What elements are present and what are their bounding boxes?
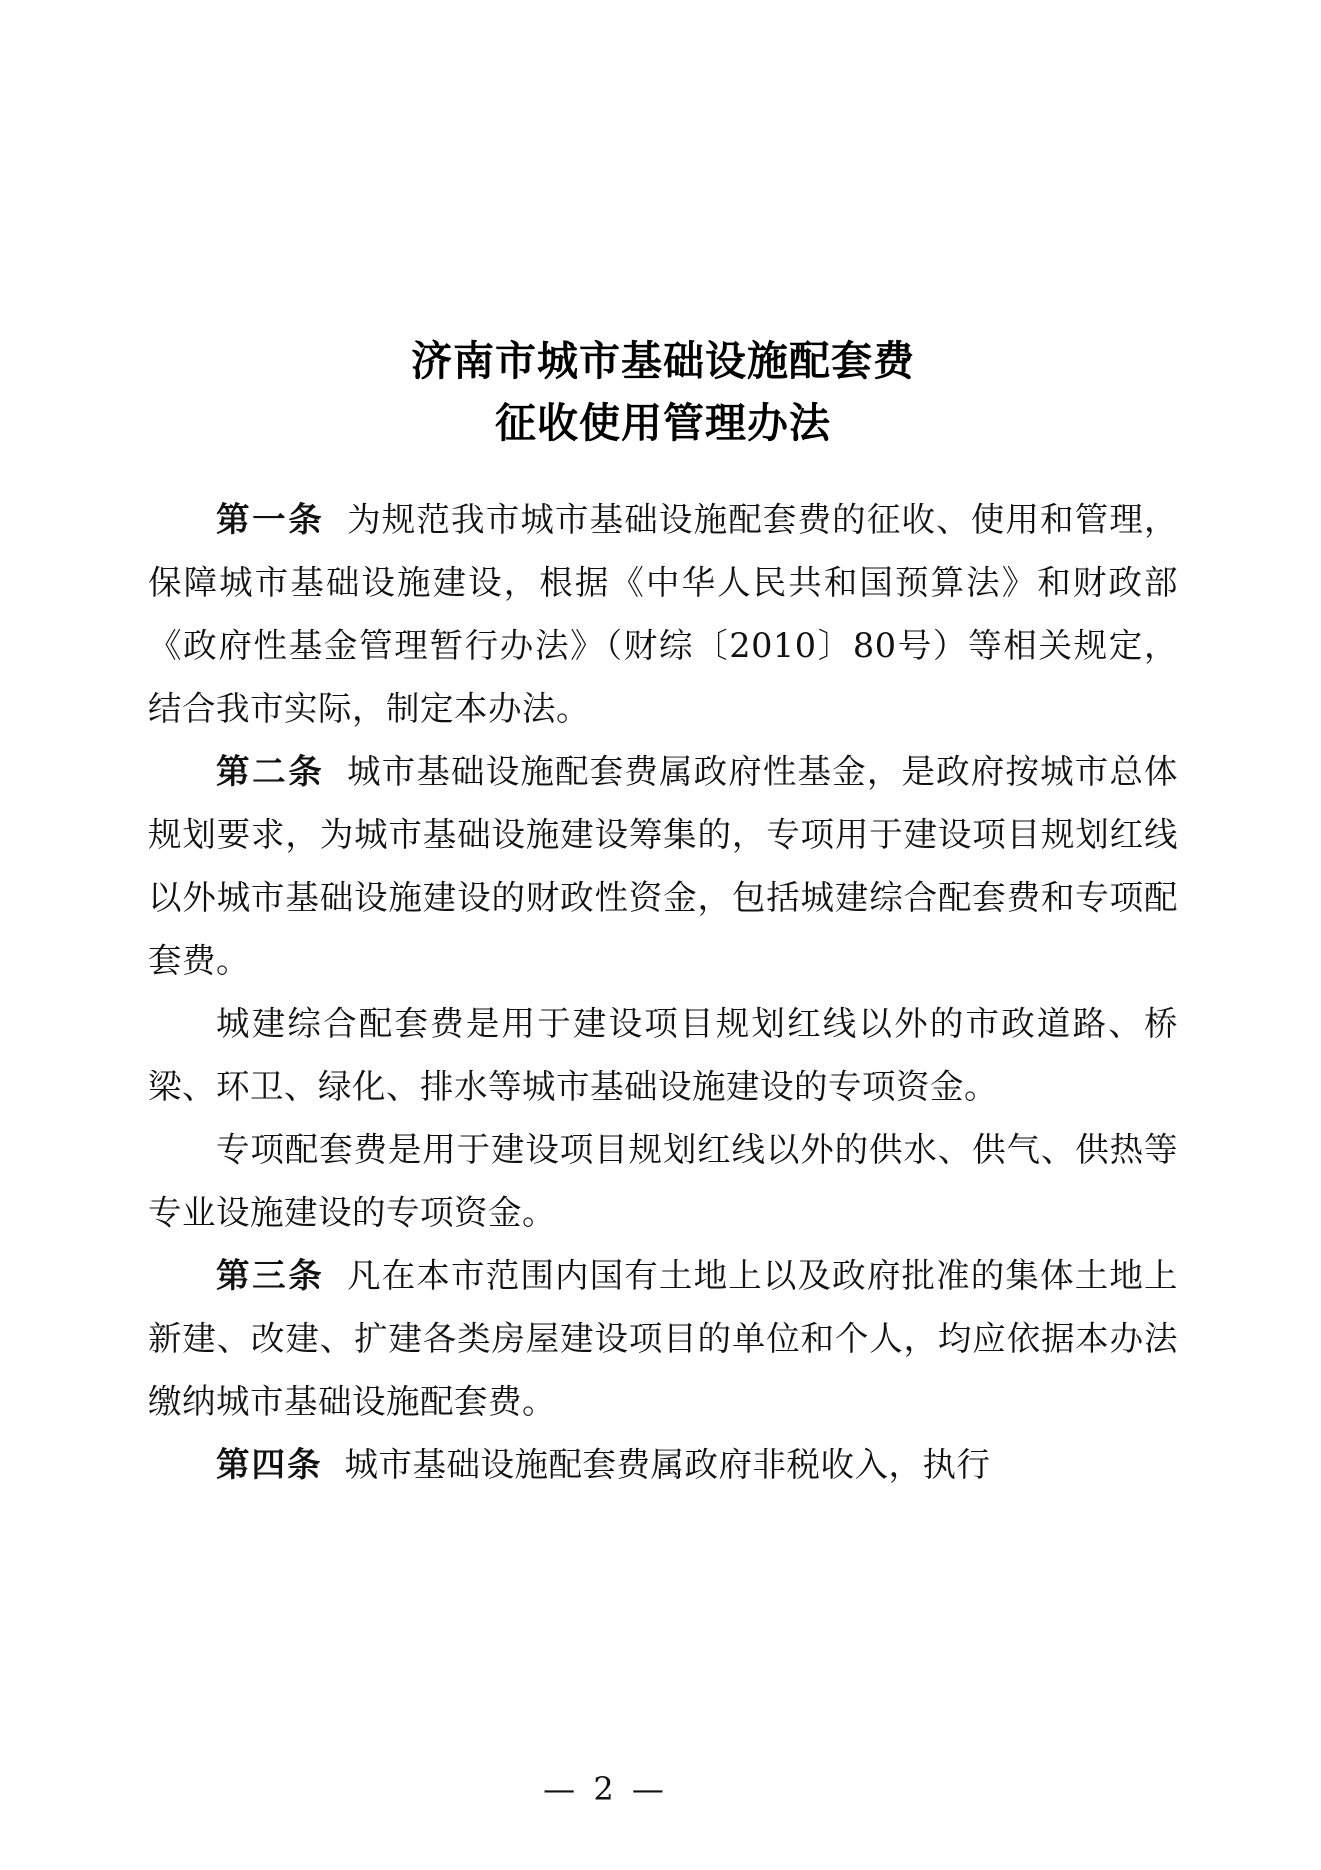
article-label-2: 第二条 xyxy=(216,752,325,791)
article-label-1: 第一条 xyxy=(216,500,325,539)
document-body xyxy=(148,330,1178,1496)
page-title xyxy=(148,330,1178,454)
paragraph-article-2 xyxy=(148,740,1178,992)
page-number-text: — 2 — xyxy=(543,1770,668,1808)
paragraph-text-comprehensive-fee: 城建综合配套费是用于建设项目规划红线以外的市政道路、桥梁、环卫、绿化、排水等城市基础设施建设的专项资金。 xyxy=(148,1004,1178,1106)
article-text-4: 城市基础设施配套费属政府非税收入，执行 xyxy=(344,1445,991,1484)
title-line-1: 济南市城市基础设施配套费 xyxy=(411,337,915,385)
paragraph-article-1 xyxy=(148,488,1178,740)
article-text-3: 凡在本市范围内国有土地上以及政府批准的集体土地上新建、改建、扩建各类房屋建设项目的单位和个人，均应依据本办法缴纳城市基础设施配套费。 xyxy=(148,1256,1179,1421)
article-text-2: 城市基础设施配套费属政府性基金，是政府按城市总体规划要求，为城市基础设施建设筹集的，专项用于建设项目规划红线以外城市基础设施建设的财政性资金，包括城建综合配套费和专项配套费。 xyxy=(148,752,1179,980)
page-number xyxy=(0,1770,1321,1808)
paragraph-article-4 xyxy=(148,1433,1178,1496)
paragraph-article-3 xyxy=(148,1244,1178,1433)
article-list xyxy=(148,488,1178,1496)
article-label-3: 第三条 xyxy=(216,1256,325,1295)
paragraph-special-fee xyxy=(148,1118,1178,1244)
article-label-4: 第四条 xyxy=(216,1445,323,1484)
paragraph-text-special-fee: 专项配套费是用于建设项目规划红线以外的供水、供气、供热等专业设施建设的专项资金。 xyxy=(148,1130,1178,1232)
article-text-1: 为规范我市城市基础设施配套费的征收、使用和管理，保障城市基础设施建设，根据《中华人民共和国预算法》和财政部《政府性基金管理暂行办法》（财综〔2010〕80号）等相关规定，结合我市实际，制定本办法。 xyxy=(148,500,1179,728)
paragraph-comprehensive-fee xyxy=(148,992,1178,1118)
title-line-2: 征收使用管理办法 xyxy=(495,399,831,447)
